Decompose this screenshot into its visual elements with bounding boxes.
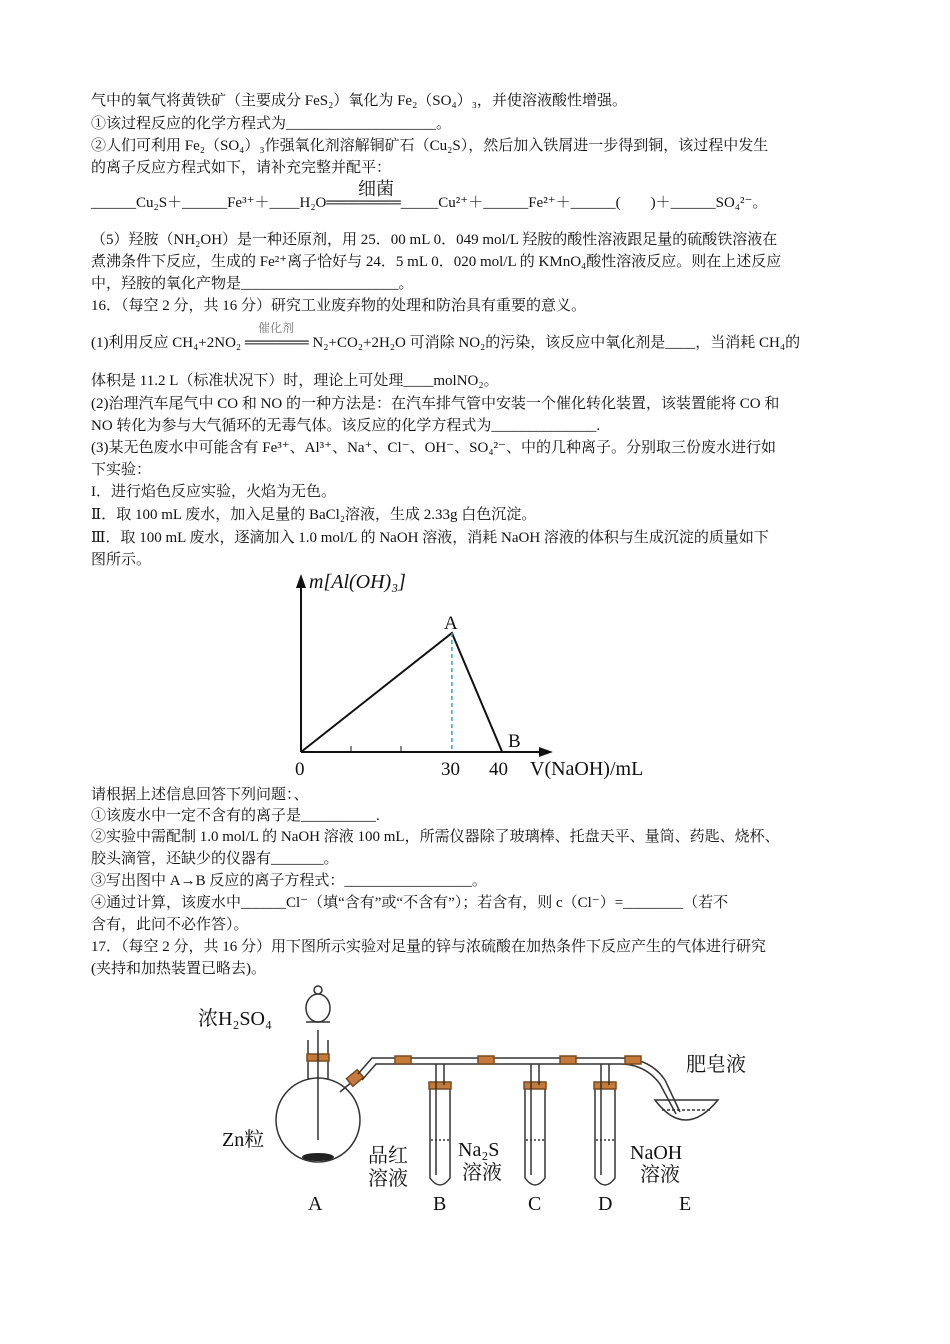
label-e: E [679,1193,692,1215]
flask-a [276,986,364,1162]
text-line: Ⅲ．取 100 mL 废水，逐滴加入 1.0 mol/L 的 NaOH 溶液，消耗 NaOH 溶液的体积与生成沉淀的质量如下 [91,530,769,546]
text-line: (3)某无色废水中可能含有 Fe³⁺、Al³⁺、Na⁺、Cl⁻、OH⁻、SO₄²⁻、中的几种离子。分别取三份废水进行如 [91,440,776,456]
text-line: (夹持和加热装置已略去)。 [91,961,266,977]
origin-label: 0 [295,759,305,780]
text-line: I．进行焰色反应实验，火焰为无色。 [91,484,336,500]
soap-label: 肥皂液 [686,1054,746,1076]
test-tube-b [429,1064,451,1185]
text-line: 胶头滴管，还缺少的仪器有_______。 [91,851,339,867]
text-line: ②人们可利用 Fe₂（SO₄）₃作强氧化剂溶解铜矿石（Cu₂S），然后加入铁屑进一步得到铜，该过程中发生 [91,138,769,154]
y-axis-arrow-icon [296,574,306,588]
test-tube-c [524,1064,546,1185]
text-line: 煮沸条件下反应，生成的 Fe²⁺离子恰好与 24．5 mL 0．020 mol/L 的 KMnO₄酸性溶液反应。则在上述反应 [91,254,782,270]
text-line: ③写出图中 A→B 反应的离子方程式：_________________。 [91,873,487,889]
x-tick-label-40: 40 [489,759,508,780]
d-solution-label: NaOH [630,1142,683,1164]
d-solution-label: 溶液 [640,1164,680,1186]
text-line: 请根据上述信息回答下列问题：、 [91,787,309,803]
c-solution-label: Na₂S [458,1139,500,1161]
gas-tube [358,1058,680,1112]
text-line: ②实验中需配制 1.0 mol/L 的 NaOH 溶液 100 mL，所需仪器除了玻璃棒、托盘天平、量筒、药匙、烧杯、 [91,829,780,845]
acid-label: 浓H₂SO₄ [198,1008,272,1030]
text-line: （5）羟胺（NH₂OH）是一种还原剂，用 25．00 mL 0．049 mol/L 羟胺的酸性溶液跟足量的硫酸铁溶液在 [91,232,778,248]
zinc-label: Zn粒 [222,1129,265,1151]
label-b: B [433,1193,447,1215]
c-solution-label: 溶液 [462,1162,502,1184]
text-line: 的离子反应方程式如下，请补充完整并配平： [91,160,392,176]
b-solution-label: 品红 [368,1145,408,1167]
bacteria-label: 细菌 [358,179,394,200]
text-line: ①该废水中一定不含有的离子是__________. [91,808,380,824]
text-line: Ⅱ．取 100 mL 废水，加入足量的 BaCl₂溶液，生成 2.33g 白色沉淀。 [91,507,537,523]
text-line: NO 转化为参与大气循环的无毒气体。该反应的化学方程式为______________. [91,418,601,434]
soap-dish-e [655,1100,718,1120]
precipitate-graph [295,571,643,780]
precipitate-curve [301,633,502,752]
x-tick-label-30: 30 [441,759,460,780]
text-line: 体积是 11.2 L（标准状况下）时，理论上可处理____molNO₂。 [91,373,499,389]
b-solution-label: 溶液 [368,1168,408,1190]
text-line: 下实验： [91,462,152,478]
label-d: D [598,1193,613,1215]
point-b-label: B [508,731,521,752]
label-a: A [308,1193,323,1215]
test-tube-d [594,1064,616,1185]
text-line: (2)治理汽车尾气中 CO 和 NO 的一种方法是：在汽车排气管中安装一个催化转化装置，该装置能将 CO 和 [91,396,780,412]
text-line: 含有，此问不必作答）。 [91,917,249,933]
text-line: (1)利用反应 CH₄+2NO₂ ══════ N₂+CO₂+2H₂O 可消除 NO₂的污染，该反应中氧化剂是____，当消耗 CH₄的 [91,335,801,351]
catalyst-label: 催化剂 [258,321,295,335]
question-16-heading: 16．（每空 2 分，共 16 分）研究工业废弃物的处理和防治具有重要的意义。 [91,298,587,314]
x-axis-arrow-icon [539,747,553,757]
equation-line: ______Cu₂S＋______Fe³⁺＋____H₂O═══════_____Cu²⁺＋______Fe²⁺＋______( )＋______SO₄²⁻。 [91,195,768,211]
text-line: 图所示。 [91,552,152,568]
y-axis-label: m[Al(OH)₃] [309,571,406,593]
point-a-label: A [444,613,458,634]
text-line: ④通过计算，该废水中______Cl⁻（填“含有”或“不含有”）；若含有，则 c（Cl⁻）=________（若不 [91,895,729,911]
text-line: 中，羟胺的氧化产物是_____________________。 [91,276,414,292]
text-line: 气中的氧气将黄铁矿（主要成分 FeS₂）氧化为 Fe₂（SO₄）₃，并使溶液酸性增强。 [91,93,627,109]
x-axis-label: V(NaOH)/mL [530,758,644,780]
zinc-granules [302,1153,334,1161]
question-17-heading: 17．（每空 2 分，共 16 分）用下图所示实验对足量的锌与浓硫酸在加热条件下反应产生的气体进行研究 [91,939,767,955]
text-line: ①该过程反应的化学方程式为____________________。 [91,116,452,132]
label-c: C [528,1193,542,1215]
